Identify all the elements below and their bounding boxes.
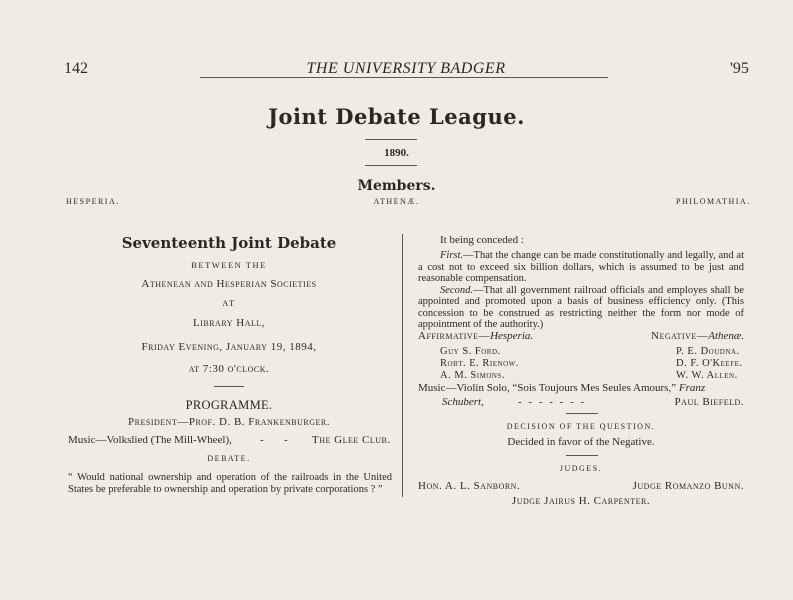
programme-heading: PROGRAMME. bbox=[185, 398, 273, 412]
event-date: Friday Evening, January 19, 1894, bbox=[141, 341, 317, 353]
section-rule bbox=[214, 386, 244, 387]
first-concession bbox=[418, 250, 744, 285]
second-concession bbox=[418, 285, 744, 331]
society-philomathia: PHILOMATHIA. bbox=[676, 197, 751, 206]
conceded-line: It being conceded : bbox=[440, 234, 524, 246]
negative-member: P. E. Doudna. bbox=[676, 346, 740, 357]
venue: Library Hall, bbox=[193, 317, 265, 329]
leader-dash: - bbox=[260, 434, 264, 446]
violin-line bbox=[418, 382, 744, 394]
affirmative-member: Guy S. Ford. bbox=[440, 346, 501, 357]
decision-heading: DECISION OF THE QUESTION. bbox=[506, 422, 656, 431]
negative-member: W. W. Allen. bbox=[676, 370, 738, 381]
at-label: AT bbox=[222, 298, 236, 308]
judge-name: Hon. A. L. Sanborn. bbox=[418, 480, 521, 492]
second-text: —That all government railroad officials and employes shall be appointed and promoted upon a basis of business efficiency only. (This concession to be construed as restricting neither the form nor mode of appointment of the authority.) bbox=[418, 284, 744, 330]
members-heading: Members. bbox=[357, 178, 436, 194]
negative bbox=[651, 330, 744, 342]
page-number: 142 bbox=[64, 60, 88, 77]
debate-label: DEBATE. bbox=[207, 454, 251, 463]
negative-label: Negative— bbox=[651, 330, 709, 342]
judge-name: Judge Romanzo Bunn. bbox=[632, 480, 744, 492]
composer-first: Franz bbox=[678, 382, 706, 394]
affirmative-member: Robt. E. Rienow. bbox=[440, 358, 519, 369]
judges-heading: JUDGES. bbox=[559, 464, 603, 473]
music-label: Music—Volkslied (The Mill-Wheel), bbox=[68, 434, 232, 446]
title-rule-top bbox=[365, 139, 417, 140]
violin-performer: Paul Biefeld. bbox=[674, 396, 744, 408]
negative-team: Athenæ. bbox=[708, 330, 744, 342]
running-title: THE UNIVERSITY BADGER bbox=[306, 60, 506, 77]
decision-text: Decided in favor of the Negative. bbox=[507, 436, 655, 448]
debate-heading: Seventeenth Joint Debate bbox=[121, 234, 337, 252]
judge-name: Judge Jairus H. Carpenter. bbox=[511, 495, 651, 507]
year-mark: '95 bbox=[730, 60, 749, 77]
first-label: First. bbox=[440, 250, 464, 261]
between-label: BETWEEN THE bbox=[191, 260, 267, 270]
event-time: at 7:30 o'clock. bbox=[188, 363, 270, 375]
affirmative bbox=[418, 330, 533, 342]
societies-line: Athenean and Hesperian Societies bbox=[141, 278, 317, 290]
page-title: Joint Debate League. bbox=[268, 104, 525, 129]
section-rule bbox=[566, 455, 598, 456]
affirmative-team: Hesperia. bbox=[490, 330, 534, 342]
header-rule bbox=[200, 77, 608, 78]
second-label: Second. bbox=[440, 284, 473, 296]
president-line: President—Prof. D. B. Frankenburger. bbox=[128, 416, 330, 428]
leader-dashes: - - - - - - - bbox=[518, 396, 587, 408]
leader-dash: - bbox=[284, 434, 288, 446]
first-text: —That the change can be made constitutionally and legally, and at a cost not to exceed six billion dollars, which is assumed to be just and reasonable compensation. bbox=[418, 250, 744, 284]
column-divider bbox=[402, 234, 403, 497]
section-rule bbox=[566, 413, 598, 414]
society-athenae: ATHENÆ. bbox=[373, 197, 420, 206]
society-hesperia: HESPERIA. bbox=[66, 197, 120, 206]
league-year: 1890. bbox=[384, 147, 409, 159]
concessions bbox=[418, 250, 744, 331]
title-rule-bottom bbox=[365, 165, 417, 166]
violin-label: Music—Violin Solo, “Sois Toujours Mes Seules Amours,” bbox=[418, 382, 677, 394]
music-performer: The Glee Club. bbox=[312, 434, 391, 446]
affirmative-member: A. M. Simons. bbox=[440, 370, 505, 381]
negative-member: D. F. O'Keefe. bbox=[676, 358, 743, 369]
affirmative-label: Affirmative— bbox=[418, 330, 491, 342]
debate-question: “ Would national ownership and operation of the railroads in the United States be preferable to ownership and operation by private corporations ? ” bbox=[68, 472, 392, 495]
composer-last: Schubert, bbox=[442, 396, 484, 408]
